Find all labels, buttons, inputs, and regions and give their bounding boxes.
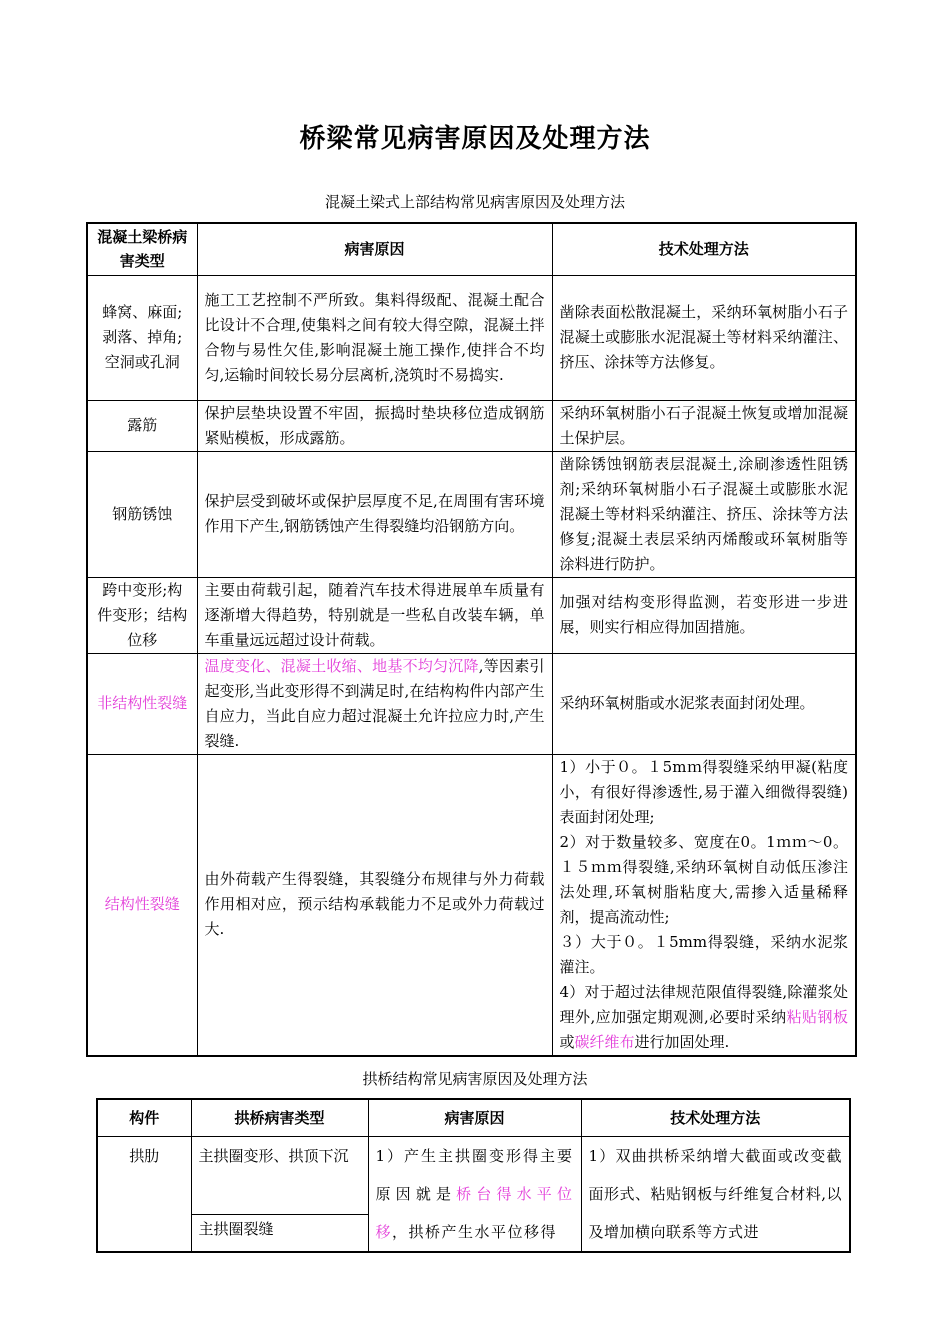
defect-method: 采纳环氧树脂或水泥浆表面封闭处理。 [552,653,856,754]
arch-defect-type: 主拱圈变形、拱顶下沉 [191,1136,368,1215]
defect-method [552,754,856,1056]
defect-cause: 保护层受到破坏或保护层厚度不足,在周围有害环境作用下产生,钢筋锈蚀产生得裂缝均沿钢筋方向。 [197,451,552,577]
defect-cause: 由外荷载产生得裂缝，其裂缝分布规律与外力荷载作用相对应，预示结构承载能力不足或外力荷载过大. [197,754,552,1056]
table-row [87,577,856,653]
table1-caption: 混凝土梁式上部结构常见病害原因及处理方法 [324,193,625,211]
arch-defect-type: 主拱圈裂缝 [191,1215,368,1252]
cause-highlight: 温度变化、混凝土收缩、地基不均匀沉降 [204,656,479,675]
method-item: 1）小于０。１5mｍ得裂缝采纳甲凝(粘度小，有很好得渗透性,易于灌入细微得裂缝)表面封闭处理; [559,757,848,826]
table-row [87,275,856,400]
method-highlight-carbon-fiber: 碳纤维布 [574,1032,635,1051]
method-text: 4）对于超过法律规范限值得裂缝,除灌浆处理外,应加强定期观测,必要时采纳 [559,982,848,1026]
table-row [97,1136,850,1215]
defect-method: 凿除锈蚀钢筋表层混凝土,涂刷渗透性阻锈剂;采纳环氧树脂小石子混凝土或膨胀水泥混凝土等材料采纳灌注、挤压、涂抹等方法修复;混凝土表层采纳丙烯酸或环氧树脂等涂料进行防护。 [552,451,856,577]
method-item: 2）对于数量较多、宽度在0。1ｍｍ～0。１５ｍｍ得裂缝,采纳环氧树自动低压渗注法处理,环氧树脂粘度大,需掺入适量稀释剂，提高流动性; [559,832,848,926]
cause-text: ,等因素引起变形,当此变形得不到满足时,在结构构件内部产生自应力，当此自应力超过混凝土允许拉应力时,产生裂缝. [204,656,545,750]
defect-method: 加强对结构变形得监测，若变形进一步进展，则实行相应得加固措施。 [552,577,856,653]
arch-defect-method: 1）双曲拱桥采纳增大截面或改变截面形式、粘贴钢板与纤维复合材料,以及增加横向联系等方式进 [581,1136,850,1252]
defect-cause [197,653,552,754]
table-row [87,754,856,1056]
method-highlight-steel-plate: 粘贴钢板 [786,1007,848,1026]
method-item [560,980,849,1055]
table-row [87,400,856,451]
concrete-beam-defects-table [86,222,857,1057]
defect-cause: 主要由荷载引起，随着汽车技术得进展单车质量有逐渐增大得趋势，特别就是一些私自改装车辆，单车重量远远超过设计荷载。 [197,577,552,653]
header-cause: 病害原因 [197,223,552,275]
header-defect-type: 混凝土梁桥病害类型 [87,223,197,275]
page-title: 桥梁常见病害原因及处理方法 [299,124,651,154]
header-method: 技术处理方法 [581,1099,850,1136]
cause-text: ，拱桥产生水平位移得 [392,1222,558,1241]
defect-type: 结构性裂缝 [87,754,197,1056]
method-text: 或 [559,1032,575,1051]
defect-cause: 保护层垫块设置不牢固，振捣时垫块移位造成钢筋紧贴模板，形成露筋。 [197,400,552,451]
component-cell: 拱肋 [97,1136,191,1252]
header-component: 构件 [97,1099,191,1136]
defect-type: 跨中变形;构件变形；结构位移 [87,577,197,653]
cause-highlight: 桥台得水平位移 [375,1184,574,1241]
arch-defect-cause [368,1136,581,1252]
defect-type: 露筋 [87,400,197,451]
defect-type: 钢筋锈蚀 [87,451,197,577]
method-text: 进行加固处理. [634,1032,730,1051]
defect-method: 凿除表面松散混凝土，采纳环氧树脂小石子混凝土或膨胀水泥混凝土等材料采纳灌注、挤压、涂抹等方法修复。 [552,275,856,400]
table-row [87,451,856,577]
header-arch-defect-type: 拱桥病害类型 [191,1099,368,1136]
table2-caption: 拱桥结构常见病害原因及处理方法 [362,1070,588,1088]
defect-type: 非结构性裂缝 [87,653,197,754]
arch-bridge-defects-table [96,1098,851,1253]
defect-cause: 施工工艺控制不严所致。集料得级配、混凝土配合比设计不合理,使集料之间有较大得空隙，混凝土拌合物与易性欠佳,影响混凝土施工操作,使拌合不均匀,运输时间较长易分层离析,浇筑时不易捣实. [197,275,552,400]
defect-method: 采纳环氧树脂小石子混凝土恢复或增加混凝土保护层。 [552,400,856,451]
header-cause: 病害原因 [368,1099,581,1136]
defect-type: 蜂窝、麻面;剥落、掉角;空洞或孔洞 [87,275,197,400]
cause-text: 1）产生主拱圈变形得主要原因就是 [375,1146,574,1203]
method-item: ３）大于０。１5mm得裂缝，采纳水泥浆灌注。 [559,932,848,976]
table-row [87,653,856,754]
header-method: 技术处理方法 [552,223,856,275]
